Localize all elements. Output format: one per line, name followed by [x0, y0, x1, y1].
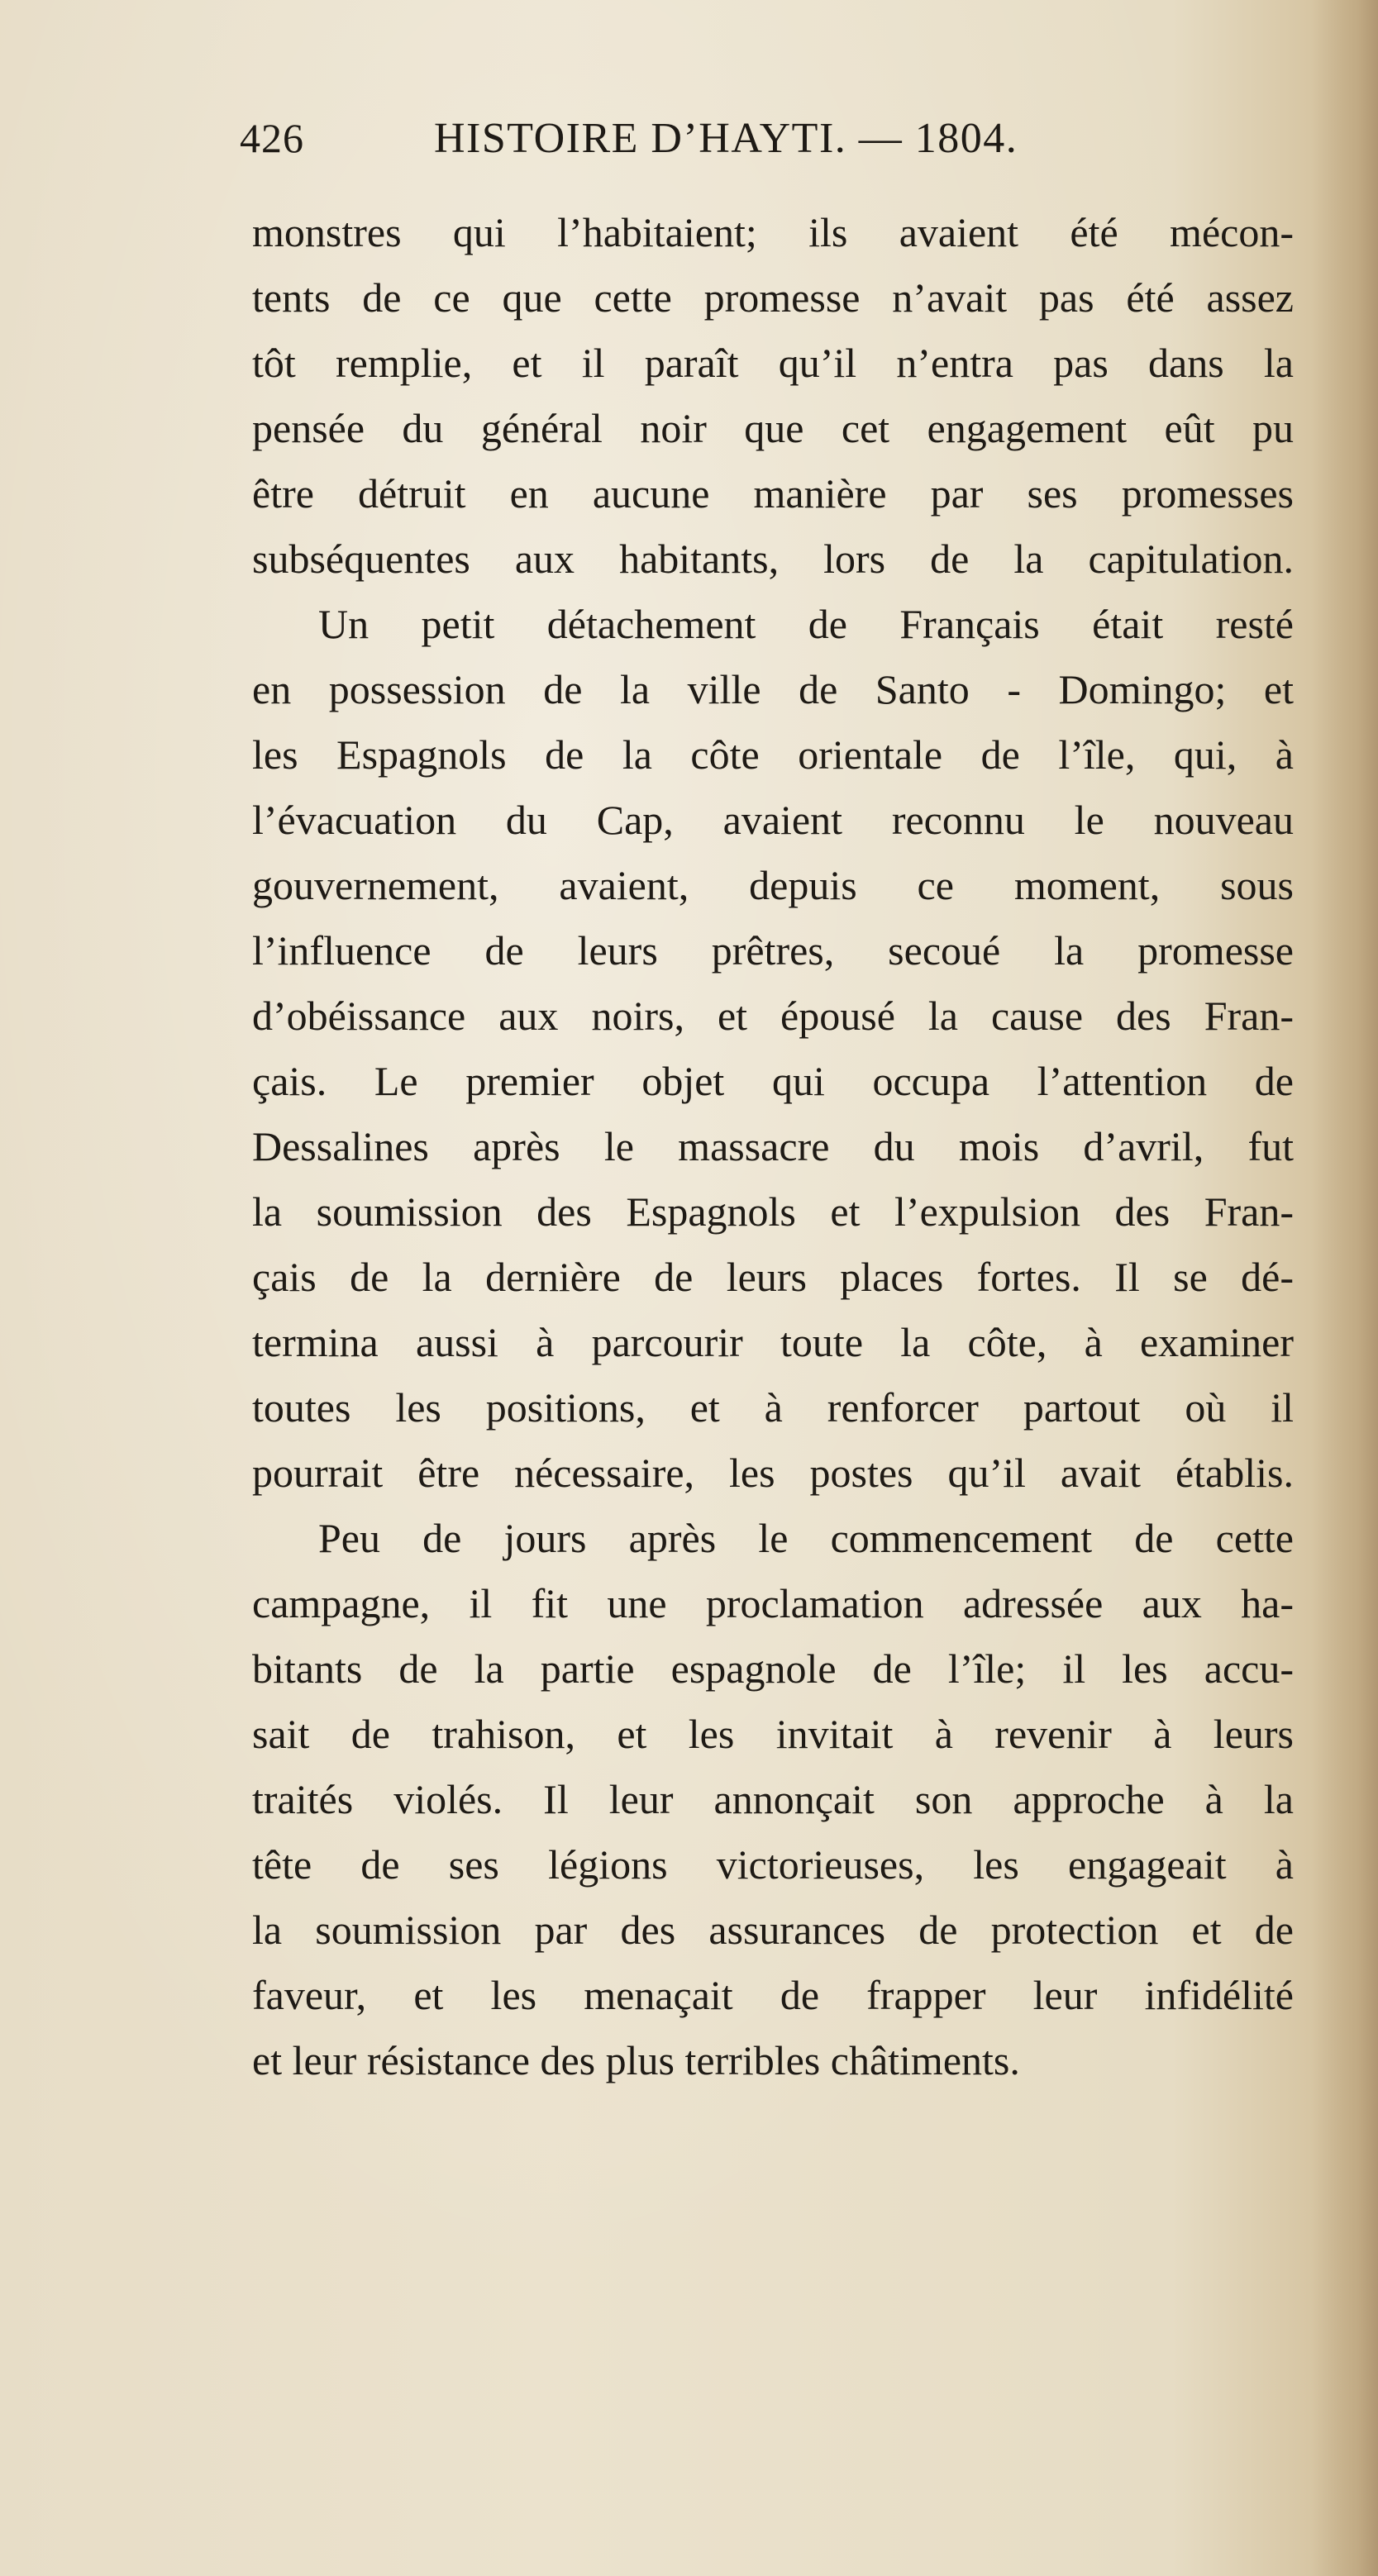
text-line: être détruit en aucune manière par ses promesses	[252, 470, 1294, 517]
text-line: tête de ses légions victorieuses, les engageait à	[252, 1841, 1294, 1888]
text-line: d’obéissance aux noirs, et épousé la cause des Fran-	[252, 993, 1294, 1039]
text-line: campagne, il fit une proclamation adressée aux ha-	[252, 1580, 1294, 1626]
text-line: la soumission des Espagnols et l’expulsion des Fran-	[252, 1188, 1294, 1235]
text-line: la soumission par des assurances de protection et de	[252, 1907, 1294, 1953]
text-line: faveur, et les menaçait de frapper leur infidélité	[252, 1972, 1294, 2018]
text-line: bitants de la partie espagnole de l’île; il les accu-	[252, 1645, 1294, 1692]
text-line: çais de la dernière de leurs places fortes. Il se dé-	[252, 1254, 1294, 1300]
body-text	[252, 200, 1294, 2093]
text-line: l’influence de leurs prêtres, secoué la promesse	[252, 927, 1294, 974]
text-line: termina aussi à parcourir toute la côte, à examiner	[252, 1319, 1294, 1365]
text-line: et leur résistance des plus terribles châtiments.	[252, 2037, 1020, 2083]
text-line: pensée du général noir que cet engagement eût pu	[252, 405, 1294, 451]
text-line: tôt remplie, et il paraît qu’il n’entra pas dans la	[252, 340, 1294, 386]
running-head	[240, 114, 1298, 172]
text-line: monstres qui l’habitaient; ils avaient été mécon-	[252, 209, 1294, 255]
text-line: Peu de jours après le commencement de cette	[318, 1515, 1294, 1561]
text-line: les Espagnols de la côte orientale de l’île, qui, à	[252, 731, 1294, 778]
text-line: en possession de la ville de Santo - Domingo; et	[252, 666, 1294, 712]
text-line: traités violés. Il leur annonçait son approche à la	[252, 1776, 1294, 1822]
running-title: HISTOIRE D’HAYTI. — 1804.	[434, 115, 1018, 162]
text-line: l’évacuation du Cap, avaient reconnu le nouveau	[252, 797, 1294, 843]
text-line: toutes les positions, et à renforcer partout où il	[252, 1384, 1294, 1431]
text-line: Dessalines après le massacre du mois d’avril, fut	[252, 1123, 1294, 1169]
text-line: gouvernement, avaient, depuis ce moment, sous	[252, 862, 1294, 908]
text-line: Un petit détachement de Français était resté	[318, 601, 1294, 647]
text-line: tents de ce que cette promesse n’avait pas été assez	[252, 274, 1294, 321]
text-line: pourrait être nécessaire, les postes qu’il avait établis.	[252, 1450, 1294, 1496]
text-line: çais. Le premier objet qui occupa l’attention de	[252, 1058, 1294, 1104]
text-line: subséquentes aux habitants, lors de la capitulation.	[252, 536, 1294, 582]
text-line: sait de trahison, et les invitait à revenir à leurs	[252, 1711, 1294, 1757]
page-number: 426	[240, 115, 304, 161]
